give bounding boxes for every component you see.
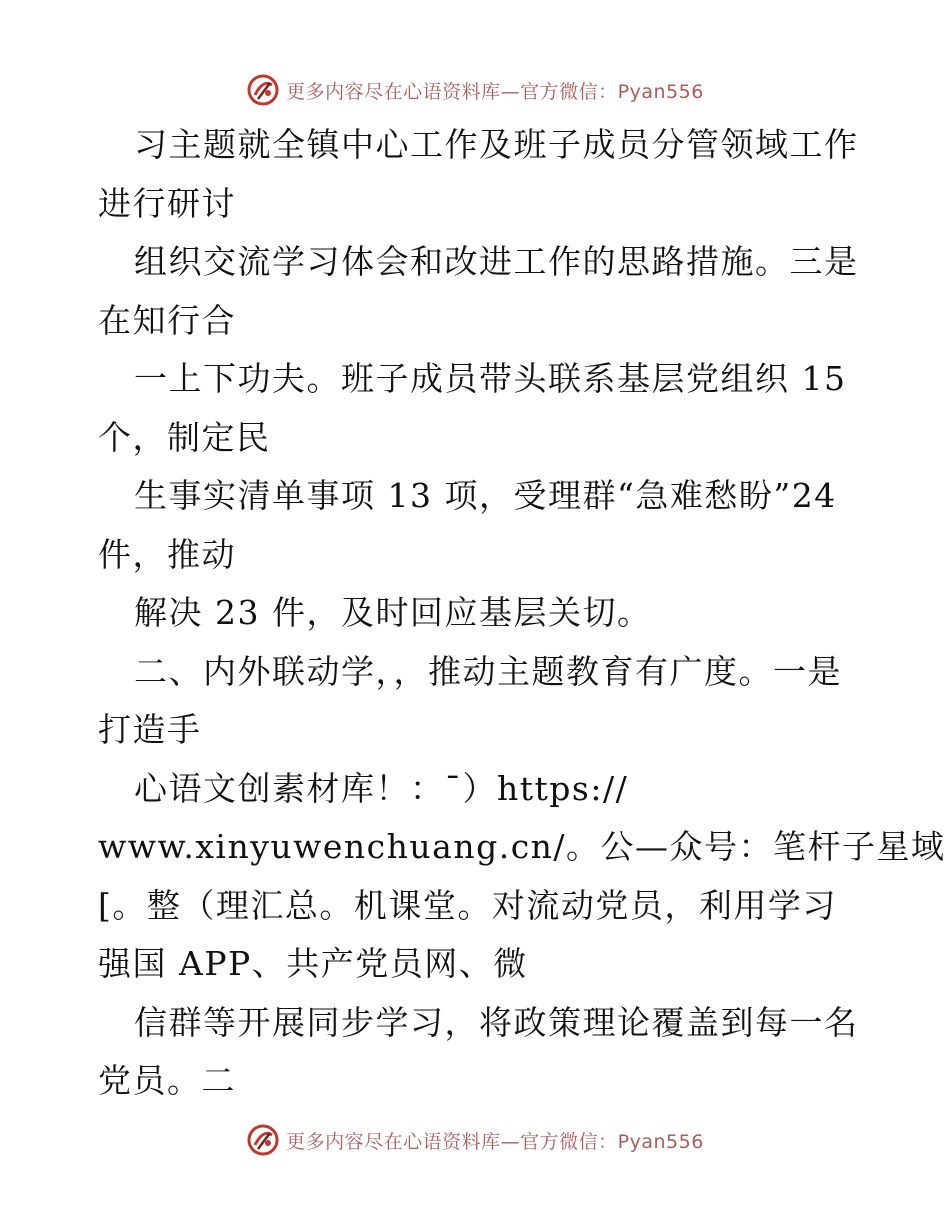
banner-text: 更多内容尽在心语资料库—官方微信：Pyan556: [286, 1130, 704, 1153]
text-line: 一上下功夫。班子成员带头联系基层党组织 15: [134, 359, 847, 398]
text-line: 进行研讨: [98, 183, 236, 223]
text-line: 生事实清单事项 13 项，受理群“急难愁盼”24: [134, 476, 837, 515]
footer-banner: [0, 1120, 950, 1160]
text-line: 习主题就全镇中心工作及班子成员分管领域工作: [134, 125, 859, 164]
text-line: 组织交流学习体会和改进工作的思路措施。三是: [134, 242, 859, 281]
text-line: 个，制定民: [98, 417, 271, 457]
header-banner: [0, 70, 950, 110]
text-line: 二、内外联动学，，推动主题教育有广度。一是: [134, 651, 842, 691]
text-line: 解决 23 件，及时回应基层关切。: [134, 593, 652, 632]
text-line: 信群等开展同步学习，将政策理论覆盖到每一名: [134, 1002, 859, 1042]
text-line: 打造手: [98, 710, 202, 749]
red-seal-logo-icon: [246, 1123, 280, 1157]
text-line: 件，推动: [98, 534, 236, 574]
text-line: [。整（理汇总。机课堂。对流动党员，利用学习: [98, 885, 837, 925]
text-line: 在知行合: [98, 300, 236, 340]
document-body: [98, 116, 946, 1111]
banner-text: 更多内容尽在心语资料库—官方微信：Pyan556: [286, 80, 704, 103]
text-line: 强国 APP、共产党员网、微: [98, 944, 528, 983]
text-line: 党员。二: [98, 1061, 236, 1100]
text-line: www.xinyuwenchuang.cn/。公—众号：笔杆子星域: [98, 827, 946, 866]
red-seal-logo-icon: [246, 73, 280, 107]
text-line: 心语文创素材库！：¯）https://: [134, 768, 629, 808]
